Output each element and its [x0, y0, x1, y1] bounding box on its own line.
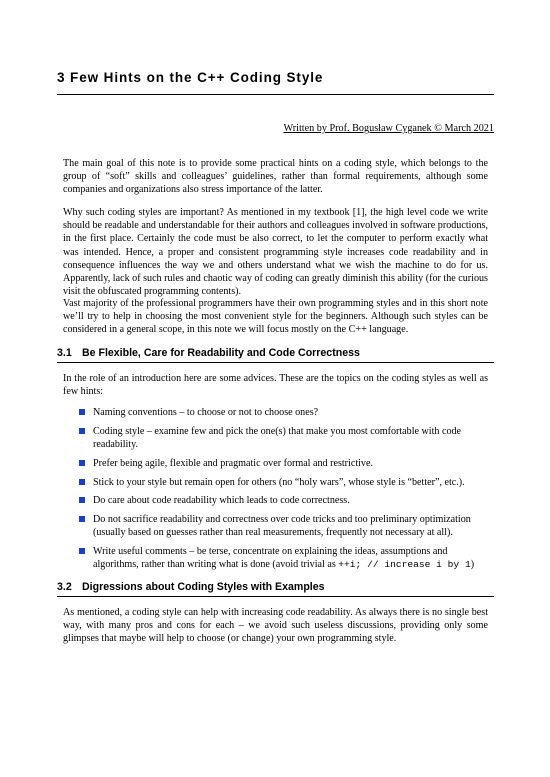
bullet-square-icon [79, 497, 85, 503]
chapter-title-rule [57, 94, 494, 95]
bullet-square-icon [79, 460, 85, 466]
intro-paragraph-3: Vast majority of the professional programmers have their own programming styles and in this short note we’ll try to help in choosing the most convenient style for the beginners. Although such styles can be considered in a general scope, in this note we will focus mostly on the C++ language. [63, 298, 488, 336]
section-3-2-paragraph: As mentioned, a coding style can help with increasing code readability. As always there is no single best way, with many pros and cons for each – we avoid such useless discussions, providing only some glimpses that maybe will help to choose (or change) your own programming style. [63, 607, 488, 645]
hints-list [79, 406, 489, 577]
section-3-2-rule [57, 596, 494, 597]
list-item: Naming conventions – to choose or not to choose ones? [79, 406, 489, 419]
list-item: Prefer being agile, flexible and pragmatic over formal and restrictive. [79, 457, 489, 470]
section-title: Digressions about Coding Styles with Examples [82, 581, 325, 593]
code-snippet: ++i; // increase i by 1 [338, 559, 471, 571]
section-heading-3-1 [57, 347, 497, 359]
author-attribution: Written by Prof. Bogusław Cyganek © March 2021 [283, 123, 494, 134]
section-3-1-intro: In the role of an introduction here are some advices. These are the topics on the coding styles as well as few hints: [63, 373, 488, 398]
section-number: 3.1 [57, 347, 72, 359]
intro-paragraph-1: The main goal of this note is to provide some practical hints on a coding style, which belongs to the group of “soft” skills and colleagues’ guidelines, rather than formal requirements, although some companies and organizations also stress importance of the latter. [63, 158, 488, 196]
chapter-title: 3 Few Hints on the C++ Coding Style [57, 70, 324, 85]
list-item: Do not sacrifice readability and correctness over code tricks and too preliminary optimization (usually based on guesses rather than real measurements, frequently not necessary at all). [79, 513, 489, 539]
section-heading-3-2 [57, 581, 497, 593]
intro-paragraph-2: Why such coding styles are important? As mentioned in my textbook [1], the high level code we write should be readable and understandable for their authors and colleagues involved in software productions, in the first place. Certainly the code must be also correct, to let the computer to perform exactly what was intended. Hence, a proper and consistent programming style increases code readability and in consequence influences the way we and others understand what we wish the machine to do for us. Apparently, lack of such rules and chaotic way of coding can greatly diminish this ability (for the curious visit the obfuscated programming contents). [63, 207, 488, 298]
bullet-square-icon [79, 516, 85, 522]
list-item: Write useful comments – be terse, concentrate on explaining the ideas, assumptions and algorithms, rather than writing what is done (avoid trivial as ++i; // increase i by 1) [79, 545, 489, 571]
bullet-square-icon [79, 548, 85, 554]
bullet-square-icon [79, 479, 85, 485]
section-3-1-rule [57, 362, 494, 363]
bullet-square-icon [79, 428, 85, 434]
list-item: Stick to your style but remain open for others (no “holy wars”, whose style is “better”, etc.). [79, 476, 489, 489]
bullet-square-icon [79, 409, 85, 415]
section-number: 3.2 [57, 581, 72, 593]
section-title: Be Flexible, Care for Readability and Code Correctness [82, 347, 360, 359]
list-item: Do care about code readability which leads to code correctness. [79, 494, 489, 507]
list-item: Coding style – examine few and pick the one(s) that make you most comfortable with code readability. [79, 425, 489, 451]
